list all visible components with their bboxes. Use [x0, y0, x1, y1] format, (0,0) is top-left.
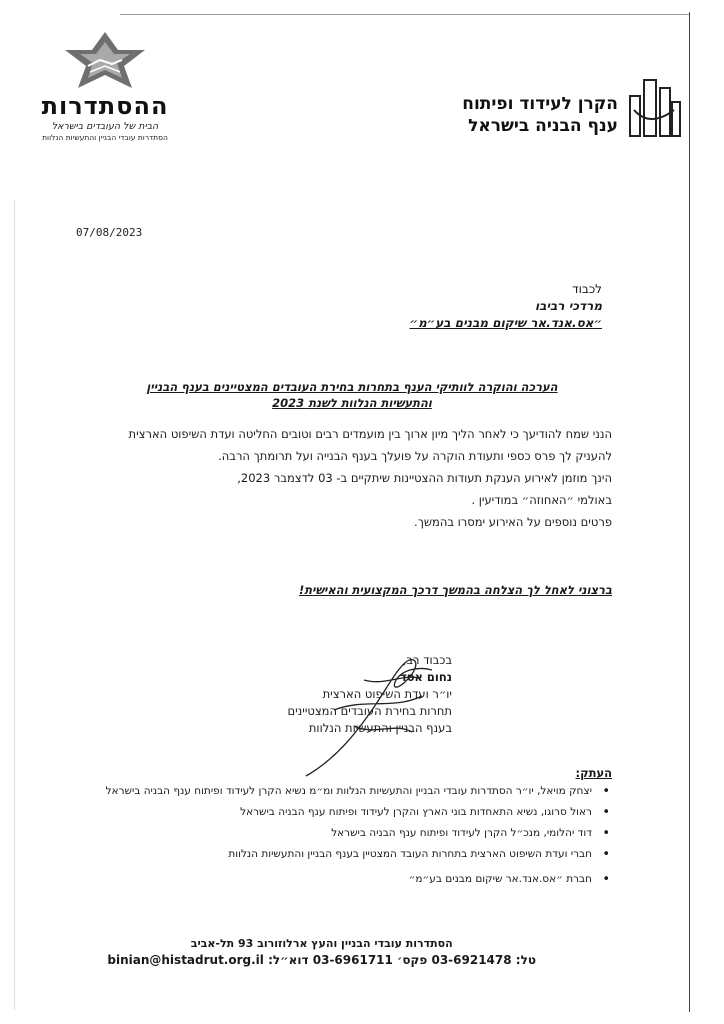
cc-item: • חברי ועדת השיפוט הארצית בתחרות העובד המצטיין בענף הבניין והתעשיות הנלוות [52, 847, 594, 862]
cc-item: • יצחק מויאל, יו״ר הסתדרות עובדי הבניין והתעשיות הנלוות ומ״מ נשיא הקרן לעידוד ופיתוח ענף הבניה בישראל [52, 784, 594, 799]
cc-item: • דוד יהלומי, מנכ״ל הקרן לעידוד ופיתוח ענף הבניה בישראל [52, 826, 594, 841]
signoff-closing: בכבוד רב, [402, 653, 452, 667]
cc-item: • ראול סרוגו, נשיא התאחדות בוני הארץ והקרן לעידוד ופיתוח ענף הבניה בישראל [52, 805, 594, 820]
signer-title-1: יו״ר ועדת השיפוט הארצית [322, 687, 452, 701]
cc-block [52, 766, 612, 893]
footer-contact: טל: 03-6921478 פקס׳ 03-6961711 דוא״ל: binian@histadrut.org.il [107, 953, 536, 967]
building-fund-icon [626, 76, 684, 138]
signer-title-3: בענף הבניין והתעשיות הנלוות [308, 721, 452, 735]
histadrut-name: ההסתדרות [41, 92, 169, 120]
addressee-company: ״אס.אנד.אר שיקום מבנים בע״מ״ [409, 316, 602, 330]
subject-line2: והתעשיות הנלוות לשנת 2023 [272, 396, 432, 410]
subject-line1: הערכה והוקרה לוותיקי הענף בתחרות בחירת העובדים המצטיינים בענף הבניין [146, 380, 558, 394]
letter-footer [107, 935, 536, 969]
histadrut-division: הסתדרות עובדי הבניין והתעשיות הנלוות [42, 133, 168, 142]
letter-date: 07/08/2023 [76, 226, 143, 239]
histadrut-subtitle: הבית של העובדים בישראל [51, 121, 159, 132]
body-paragraph-4: פרטים נוספים על האירוע ימסרו בהמשך. [414, 515, 612, 529]
histadrut-logo [20, 30, 190, 150]
addressee-name: מרדכי רביבו [535, 299, 602, 313]
signer-name: נחום אסד [399, 670, 452, 684]
signer-title-2: תחרות בחירת העובדים המצטיינים [287, 704, 452, 718]
scan-edge-right [689, 12, 690, 1012]
body-paragraph-1: הנני שמח להודיעך כי לאחר הליך מיון ארוך בין מועמדים רבים וטובים החליטה ועדת השיפוט הארצית להעניק לך פרס כספי ותעודת הוקרה על פועלך בענף הבנייה ועל תרומתך הרבה. [128, 427, 612, 463]
letter-subject [92, 379, 612, 411]
histadrut-star-icon [60, 30, 150, 90]
addressee-salutation: לכבוד [572, 282, 602, 296]
body-paragraph-2: הינך מוזמן לאירוע הענקת תעודות ההצטיינות שיתקיים ב- 03 לדצמבר 2023, [237, 471, 612, 485]
fund-name-line2: ענף הבניה בישראל [468, 116, 618, 136]
scan-edge-left [14, 200, 15, 1010]
closing-wish: ברצוני לאחל לך הצלחה בהמשך דרכך המקצועית והאישית! [298, 583, 612, 597]
fund-logo [414, 72, 684, 152]
letter-body [104, 423, 612, 533]
cc-title: העתק: [575, 766, 612, 780]
footer-address: הסתדרות עובדי הבניין והעץ ארלוזורוב 93 תל-אביב [190, 937, 453, 950]
cc-item: • חברת ״אס.אנד.אר שיקום מבנים בע״מ״ [52, 872, 594, 887]
handwritten-signature [294, 640, 444, 780]
addressee-block [410, 281, 602, 332]
fund-name-line1: הקרן לעידוד ופיתוח [462, 94, 618, 114]
body-paragraph-3: באולמי ״האחוזה״ במודיעין . [471, 493, 612, 507]
scan-edge-top [120, 14, 690, 15]
cc-list [52, 784, 612, 887]
